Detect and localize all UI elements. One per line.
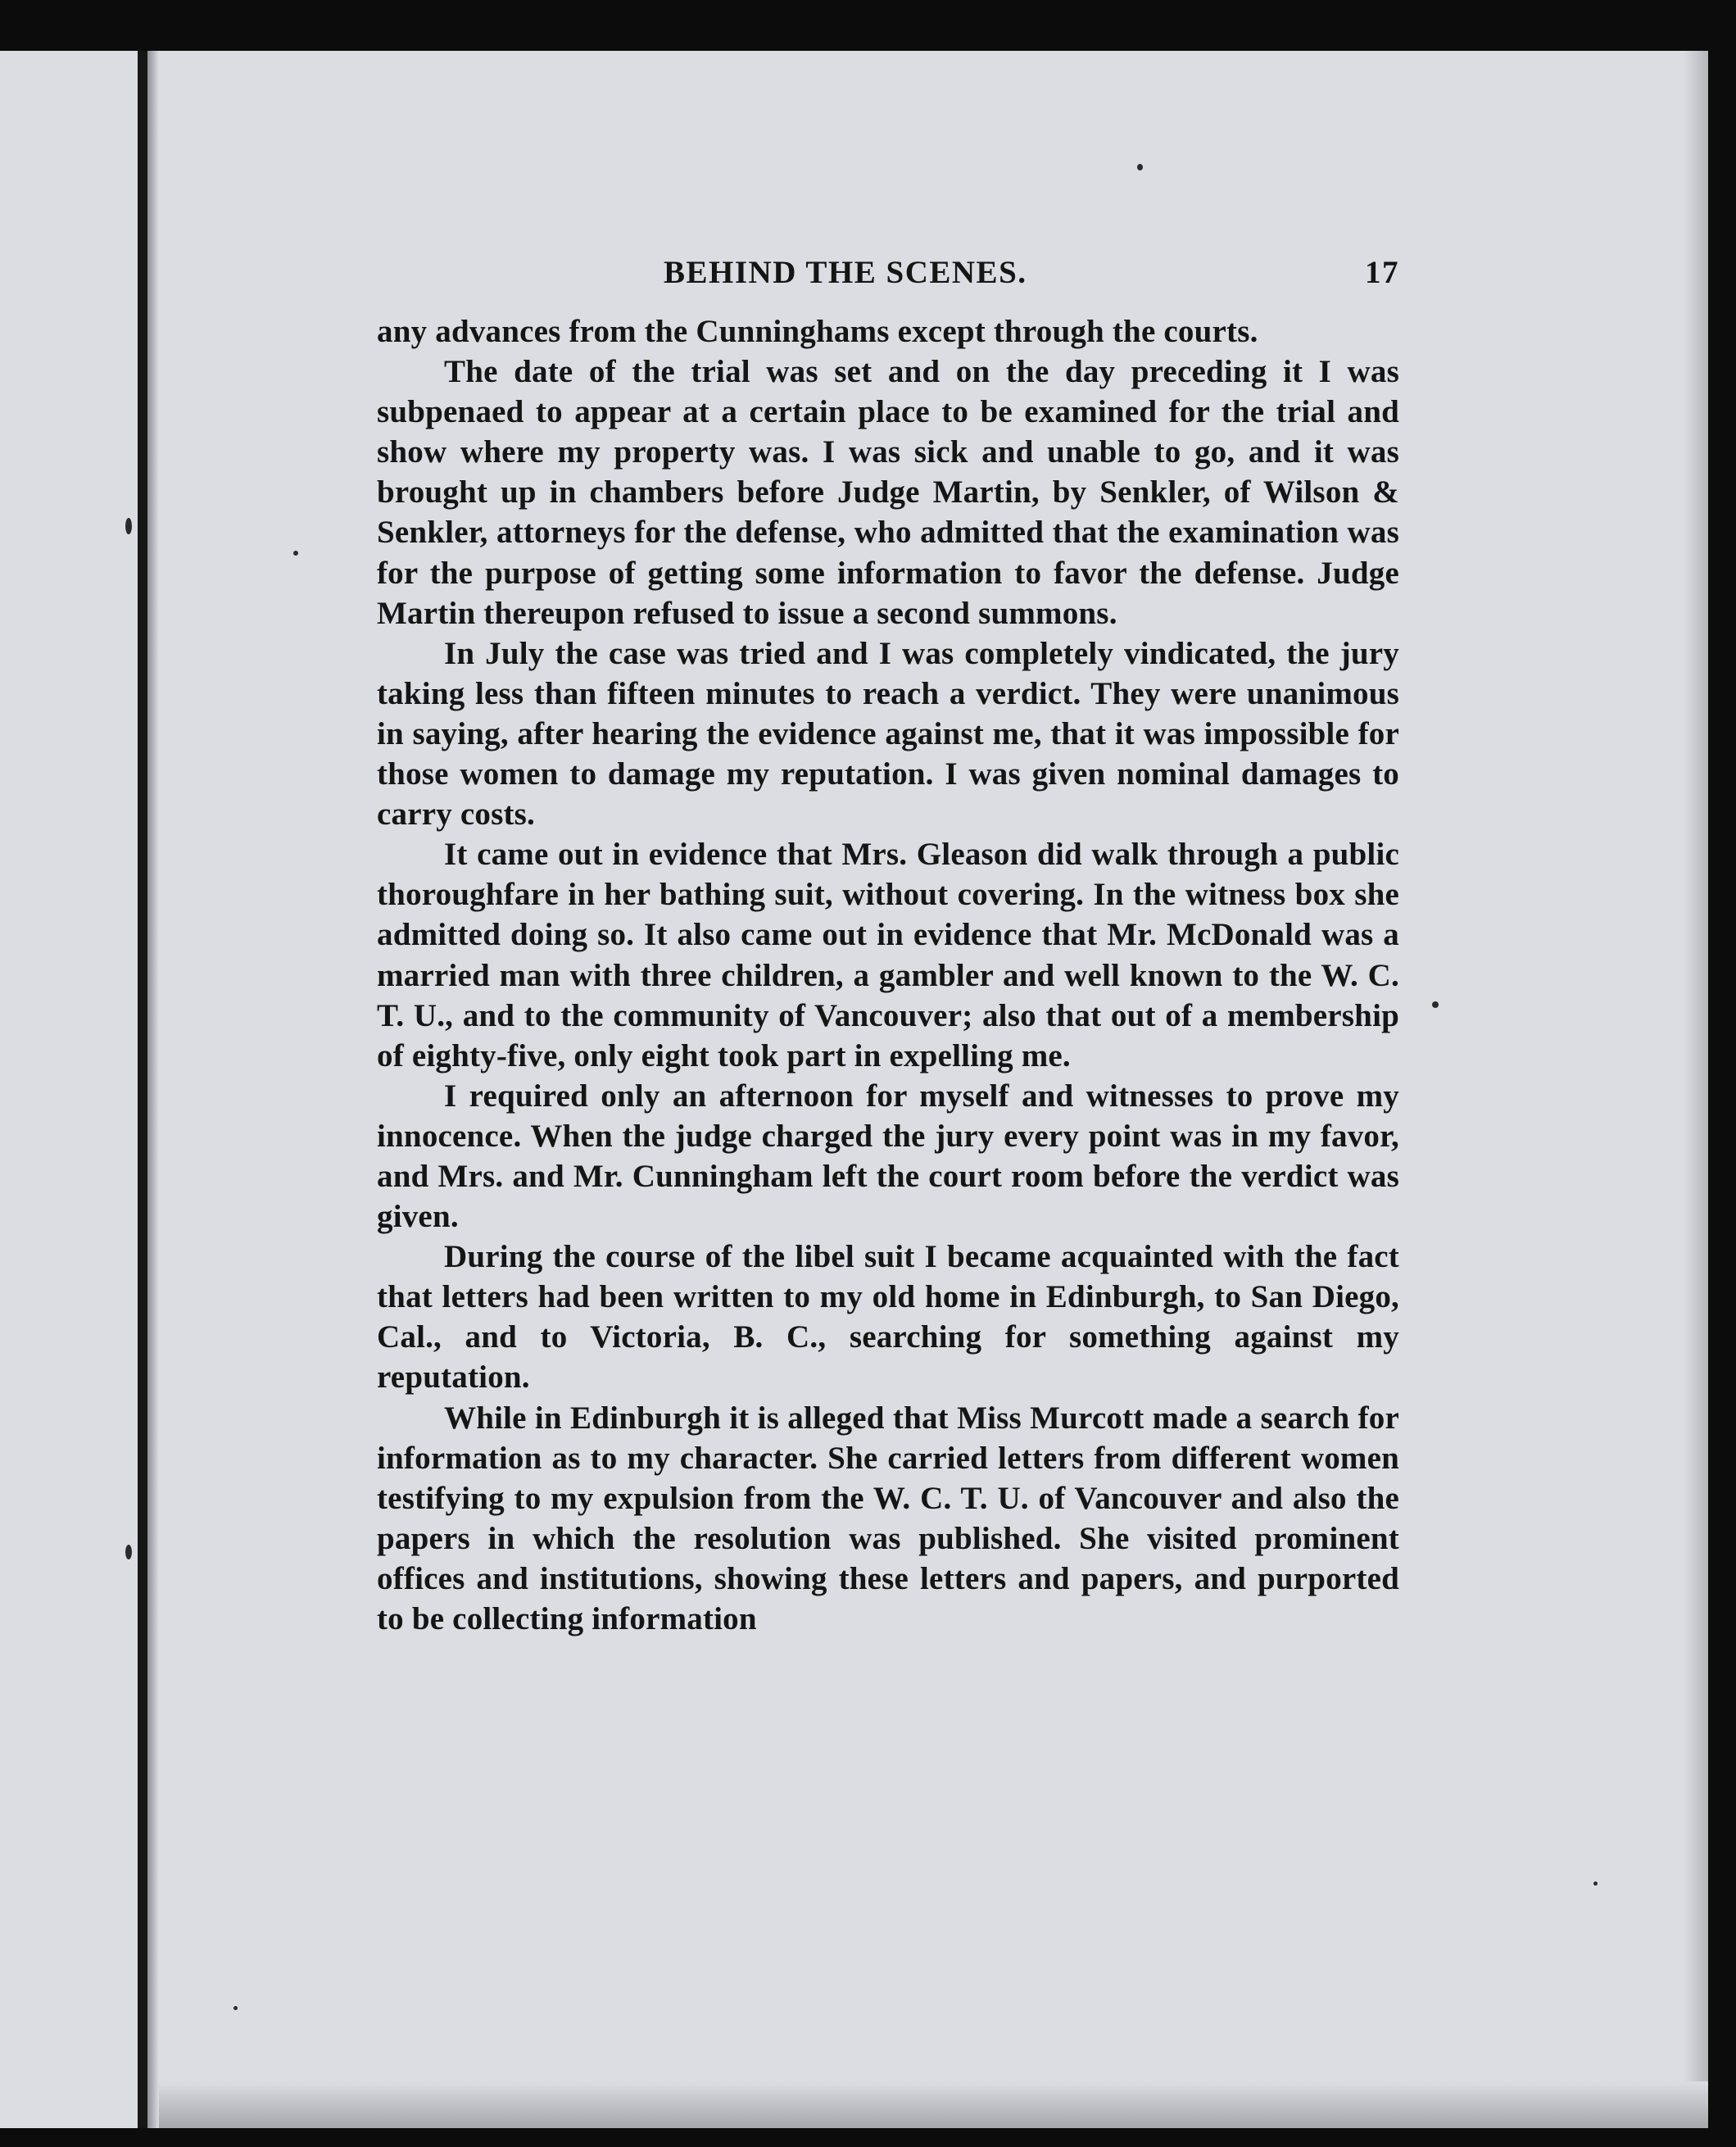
- scan-speck: [233, 2006, 238, 2010]
- running-title: BEHIND THE SCENES.: [664, 255, 1027, 290]
- paragraph: any advances from the Cunninghams except through the courts.: [377, 314, 1258, 349]
- page-bottom-shadow: [159, 2081, 1708, 2128]
- binding-spine: [138, 51, 147, 2128]
- page-edge-shadow: [1684, 51, 1708, 2128]
- paragraph: It came out in evidence that Mrs. Gleason did walk through a public thoroughfare in her bathing suit, without covering. In the witness box she admitted doing so. It also came out in evidence that Mr. McDonald was a married man with three children, a gambler and well known to the W. C. T. U., and to the community of Vancouver; also that out of a membership of eighty-five, only eight took part in expelling me.: [377, 837, 1399, 1074]
- page-number: 17: [1365, 255, 1399, 290]
- scan-speck: [1432, 1001, 1439, 1008]
- scan-speck: [125, 1545, 132, 1559]
- paragraph: The date of the trial was set and on the day preceding it I was subpenaed to appear at a certain place to be examined for the trial and show where my property was. I was sick and unable to go, and it was brought up in chambers before Judge Martin, by Senkler, of Wilson & Senkler, attorneys for the defense, who admitted that the examination was for the purpose of getting some information to favor the defense. Judge Martin thereupon refused to issue a second summons.: [377, 354, 1399, 631]
- scan-speck: [293, 551, 298, 556]
- paragraph: During the course of the libel suit I became acquainted with the fact that letters had been written to my old home in Edinburgh, to San Diego, Cal., and to Victoria, B. C., searching for something against my reputation.: [377, 1239, 1399, 1396]
- running-head: [377, 254, 1399, 303]
- spine-shadow: [147, 51, 159, 2128]
- book-page-text: [377, 254, 1399, 1639]
- paragraph: I required only an afternoon for myself and witnesses to prove my innocence. When the judge charged the jury every point was in my favor, and Mrs. and Mr. Cunningham left the court room before the verdict was given.: [377, 1078, 1399, 1235]
- scan-speck: [125, 518, 132, 534]
- scan-speck: [1137, 164, 1143, 170]
- scan-speck: [1593, 1881, 1598, 1886]
- paragraph: While in Edinburgh it is alleged that Miss Murcott made a search for information as to my character. She carried letters from different women testifying to my expulsion from the W. C. T. U. of Vancouver and also the papers in which the resolution was published. She visited prominent offices and institutions, showing these letters and papers, and purported to be collecting information: [377, 1400, 1399, 1636]
- paragraph: In July the case was tried and I was completely vindicated, the jury taking less than fifteen minutes to reach a verdict. They were unanimous in saying, after hearing the evidence against me, that it was impossible for those women to damage my reputation. I was given nominal damages to carry costs.: [377, 635, 1399, 833]
